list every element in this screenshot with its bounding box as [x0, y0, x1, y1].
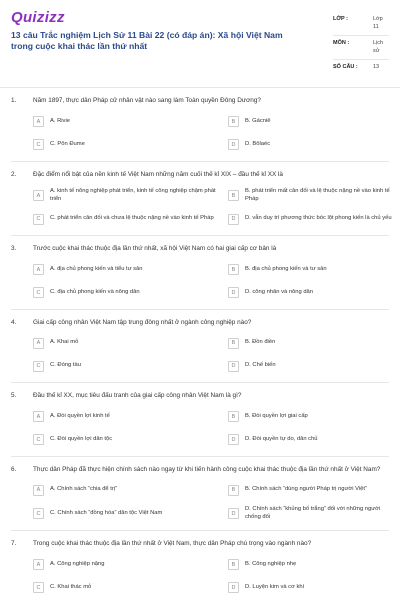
answer-option[interactable]	[228, 115, 392, 129]
answer-text: A. kinh tế nông nghiệp phát triển, kinh tế công nghiệp chậm phát triển	[50, 188, 216, 202]
option-letter-box: A	[33, 559, 44, 570]
answer-option[interactable]	[228, 558, 392, 572]
option-letter-box: A	[33, 264, 44, 275]
answer-text: B. phát triển mất cân đối và lệ thuộc nặng nề vào kinh tế Pháp	[245, 188, 390, 202]
question-list	[0, 88, 400, 600]
option-letter-box: A	[33, 116, 44, 127]
answer-text: D. công nhân và nông dân	[245, 288, 314, 295]
question-number: 4.	[11, 318, 17, 326]
answer-text: B. Đồn điền	[245, 339, 276, 346]
answer-grid	[11, 188, 392, 235]
answer-option[interactable]	[33, 506, 217, 521]
meta-label: SỐ CÂU :	[333, 64, 358, 70]
answer-option[interactable]	[228, 188, 392, 203]
answer-text: A. Công nghiệp nặng	[50, 560, 105, 567]
answer-text: C. Chính sách “đồng hóa” dân tộc Việt Nam	[50, 509, 163, 516]
option-letter-box: D	[228, 214, 239, 225]
question-item	[11, 531, 389, 600]
question-item	[11, 383, 389, 457]
question-item	[11, 162, 392, 237]
answer-text: D. Đòi quyền tự do, dân chủ	[245, 435, 318, 442]
answer-option[interactable]	[33, 188, 217, 203]
answer-text: D. Chính sách “khủng bố trắng” đối với những người chống đối	[245, 506, 381, 520]
option-letter-box: D	[228, 361, 239, 372]
option-letter-box: D	[228, 508, 239, 519]
option-letter-box: B	[228, 338, 239, 349]
answer-option[interactable]	[228, 410, 392, 424]
answer-text: C. Pôn Đume	[50, 140, 85, 147]
option-letter-box: B	[228, 264, 239, 275]
answer-text: C. địa chủ phong kiến và nông dân	[50, 288, 140, 295]
option-letter-box: C	[33, 287, 44, 298]
option-letter-box: B	[228, 485, 239, 496]
answer-text: B. Đòi quyền lợi giai cấp	[245, 412, 308, 419]
page-header	[0, 0, 400, 88]
answer-text: A. Rivie	[50, 117, 70, 124]
answer-text: D. Bôlaéc	[245, 140, 271, 147]
answer-option[interactable]	[228, 286, 392, 300]
answer-option[interactable]	[33, 359, 217, 373]
answer-grid	[11, 410, 389, 456]
answer-option[interactable]	[228, 506, 392, 521]
meta-value: Lịch sử	[373, 40, 384, 54]
option-letter-box: D	[228, 139, 239, 150]
answer-text: C. Khai thác mỏ	[50, 583, 92, 590]
option-letter-box: A	[33, 485, 44, 496]
answer-grid	[11, 483, 389, 530]
option-letter-box: C	[33, 139, 44, 150]
question-item	[11, 457, 389, 532]
question-item	[11, 88, 389, 162]
question-text: Giai cấp công nhân Việt Nam tập trung đông nhất ở ngành công nghiệp nào?	[33, 318, 252, 326]
answer-text: C. phát triển cân đối và chưa lệ thuộc nặng nề vào kinh tế Pháp	[50, 215, 214, 222]
option-letter-box: B	[228, 190, 239, 201]
question-text: Trước cuộc khai thác thuộc địa lần thứ nhất, xã hội Việt Nam có hai giai cấp cơ bản là	[33, 245, 277, 252]
option-letter-box: C	[33, 214, 44, 225]
answer-text: D. Luyện kim và cơ khí	[245, 583, 305, 590]
answer-option[interactable]	[33, 433, 217, 447]
answer-text: B. địa chủ phong kiến và tư sản	[245, 265, 327, 272]
option-letter-box: A	[33, 338, 44, 349]
question-text: Thực dân Pháp đã thực hiện chính sách nào ngay từ khi tiến hành công cuộc khai thác thuộc địa lần thứ nhất ở Việt Nam?	[33, 465, 381, 473]
answer-option[interactable]	[228, 212, 392, 226]
option-letter-box: D	[228, 287, 239, 298]
answer-text: C. Đóng tàu	[50, 362, 81, 369]
question-item	[11, 236, 389, 310]
question-text: Trong cuộc khai thác thuộc địa lần thứ nhất ở Việt Nam, thực dân Pháp chú trọng vào ngành nào?	[33, 540, 312, 547]
answer-text: C. Đòi quyền lợi dân tộc	[50, 435, 113, 442]
answer-option[interactable]	[228, 336, 392, 350]
option-letter-box: C	[33, 361, 44, 372]
quizizz-logo: Quizizz	[11, 9, 65, 26]
answer-option[interactable]	[33, 483, 217, 497]
answer-option[interactable]	[33, 336, 217, 350]
question-number: 6.	[11, 465, 17, 473]
answer-grid	[11, 336, 389, 382]
question-number: 2.	[11, 170, 17, 178]
question-text: Năm 1897, thực dân Pháp cử nhân vật nào sang làm Toàn quyền Đông Dương?	[33, 97, 261, 104]
answer-option[interactable]	[33, 115, 217, 129]
answer-option[interactable]	[228, 581, 392, 595]
answer-option[interactable]	[228, 359, 392, 373]
answer-text: B. Gácniê	[245, 117, 271, 124]
meta-row-subject	[333, 36, 389, 60]
question-number: 7.	[11, 540, 17, 547]
question-number: 3.	[11, 245, 17, 252]
answer-option[interactable]	[228, 483, 392, 497]
answer-option[interactable]	[33, 263, 217, 277]
answer-text: A. Đòi quyền lợi kinh tế	[50, 412, 110, 419]
question-number: 5.	[11, 392, 17, 399]
question-number: 1.	[11, 97, 17, 104]
question-text: Đầu thế kỉ XX, mục tiêu đấu tranh của giai cấp công nhân Việt Nam là gì?	[33, 392, 242, 399]
meta-row-class	[333, 12, 389, 36]
answer-option[interactable]	[33, 286, 217, 300]
option-letter-box: C	[33, 434, 44, 445]
option-letter-box: D	[228, 582, 239, 593]
question-item	[11, 310, 389, 384]
answer-text: A. Khai mỏ	[50, 339, 79, 346]
answer-text: A. địa chủ phong kiến và tiểu tư sản	[50, 265, 143, 272]
answer-option[interactable]	[228, 263, 392, 277]
answer-text: B. Công nghiệp nhẹ	[245, 560, 297, 567]
answer-option[interactable]	[33, 558, 217, 572]
document-title: 13 câu Trắc nghiệm Lịch Sử 11 Bài 22 (có đáp án): Xã hội Việt Nam trong cuộc khai thác lần thứ nhất	[11, 30, 283, 51]
answer-grid	[11, 115, 389, 161]
answer-option[interactable]	[33, 138, 217, 152]
answer-grid	[11, 263, 389, 309]
option-letter-box: C	[33, 582, 44, 593]
answer-text: D. Chế biến	[245, 362, 276, 369]
answer-option[interactable]	[228, 433, 392, 447]
answer-option[interactable]	[33, 212, 217, 226]
answer-grid	[11, 558, 389, 600]
answer-text: B. Chính sách “dùng người Pháp trị người Việt”	[245, 486, 367, 493]
meta-value: 13	[373, 64, 380, 70]
option-letter-box: B	[228, 559, 239, 570]
answer-option[interactable]	[33, 581, 217, 595]
meta-label: LỚP :	[333, 16, 348, 22]
option-letter-box: B	[228, 411, 239, 422]
answer-option[interactable]	[33, 410, 217, 424]
question-text: Đặc điểm nổi bật của nền kinh tế Việt Nam những năm cuối thế kỉ XIX – đầu thế kỉ XX là	[33, 170, 283, 178]
option-letter-box: C	[33, 508, 44, 519]
meta-label: MÔN :	[333, 40, 350, 46]
answer-text: D. vẫn duy trì phương thức bóc lột phong kiến là chủ yếu	[245, 215, 392, 222]
option-letter-box: B	[228, 116, 239, 127]
option-letter-box: A	[33, 411, 44, 422]
answer-text: A. Chính sách “chia để trị”	[50, 486, 118, 493]
option-letter-box: A	[33, 190, 44, 201]
answer-option[interactable]	[228, 138, 392, 152]
option-letter-box: D	[228, 434, 239, 445]
meta-row-count	[333, 60, 389, 84]
metadata-panel	[333, 12, 389, 84]
meta-value: Lớp 11	[373, 16, 383, 30]
